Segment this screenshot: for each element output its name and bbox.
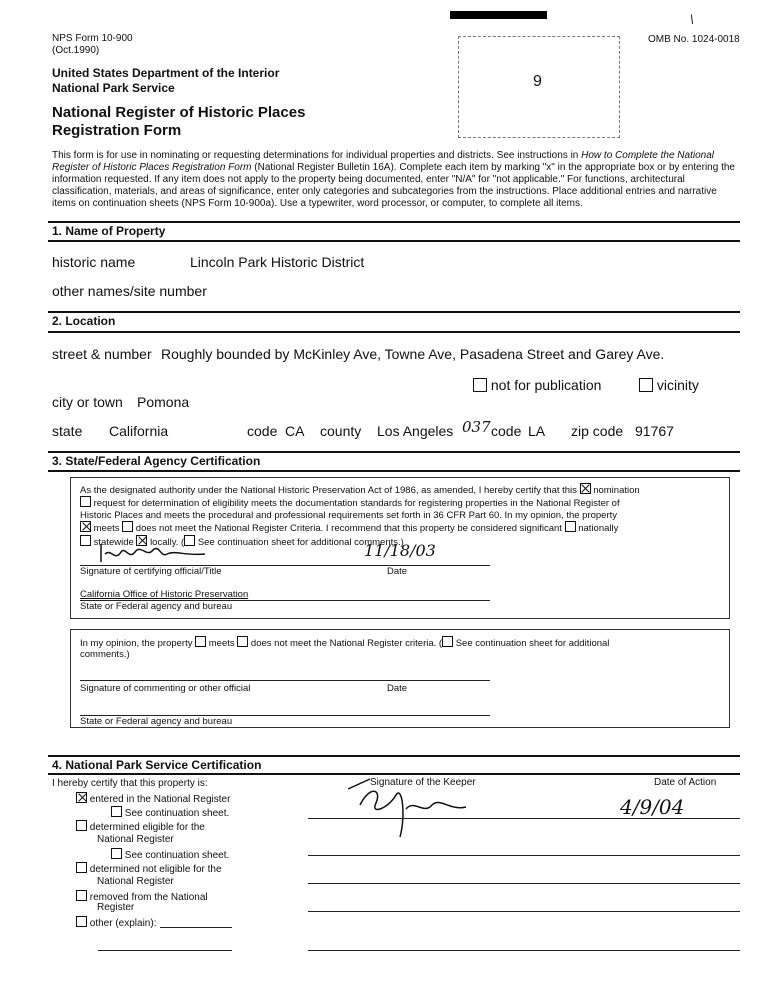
vicinity: vicinity bbox=[639, 377, 699, 393]
not-for-publication-checkbox[interactable] bbox=[473, 378, 487, 392]
title-line2: Registration Form bbox=[52, 122, 182, 139]
removed-line2: Register bbox=[97, 902, 135, 913]
not-meet-checkbox[interactable] bbox=[122, 521, 133, 532]
section1-rule-top bbox=[48, 221, 740, 223]
section2-rule-top bbox=[48, 311, 740, 313]
agency-line1: United States Department of the Interior bbox=[52, 66, 280, 80]
certification-date: 11/18/03 bbox=[364, 541, 436, 560]
state-code-value: CA bbox=[285, 423, 305, 439]
meets-checkbox[interactable] bbox=[80, 521, 91, 532]
street-label: street & number bbox=[52, 346, 152, 362]
zip-label: zip code bbox=[571, 423, 624, 439]
date-label: Date bbox=[387, 566, 408, 577]
opinion-continuation-checkbox[interactable] bbox=[442, 636, 453, 647]
form-number: NPS Form 10-900 bbox=[52, 33, 133, 44]
section1-heading: 1. Name of Property bbox=[52, 224, 166, 238]
see-cont1-row: See continuation sheet. bbox=[111, 806, 229, 819]
not-for-publication: not for publication bbox=[473, 377, 601, 393]
form-date: (Oct.1990) bbox=[52, 45, 100, 56]
not-eligible-row: determined not eligible for the bbox=[76, 862, 222, 875]
intro-paragraph: This form is for use in nominating or requesting determinations for individual properties and districts. See instructions in How to Complete the National Register of Historic Places Registration Form (National Register Bulletin 16A). Complete each item by marking "x" in the appropriate box or by entering the information requested. If any item does not apply to the property being documented, enter "N/A" for "not applicable." For functions, architectural classification, materials, and areas of significance, enter only categories and subcategories from the instructions. Place additional entries and narrative items on continuation sheets (NPS Form 10-900a). Use a typewriter, word processor, or computer, to complete all items. bbox=[52, 150, 735, 209]
redaction-bar bbox=[450, 11, 547, 19]
section1-rule-bottom bbox=[48, 240, 740, 242]
other-line2 bbox=[98, 950, 232, 951]
removed-checkbox[interactable] bbox=[76, 890, 87, 901]
keeper-line2 bbox=[308, 855, 740, 856]
determined-eligible-row: determined eligible for the bbox=[76, 820, 205, 833]
certify-label: I hereby certify that this property is: bbox=[52, 778, 208, 789]
keeper-line4 bbox=[308, 911, 740, 912]
opinion-meets-checkbox[interactable] bbox=[195, 636, 206, 647]
street-value: Roughly bounded by McKinley Ave, Towne Ave, Pasadena Street and Garey Ave. bbox=[161, 346, 665, 362]
commenting-date-label: Date bbox=[387, 683, 408, 694]
title-line1: National Register of Historic Places bbox=[52, 104, 306, 121]
other-line bbox=[160, 927, 232, 928]
agency2-label: State or Federal agency and bureau bbox=[80, 716, 233, 727]
sig-label: Signature of certifying official/Title bbox=[80, 566, 222, 577]
opinion-not-meet-checkbox[interactable] bbox=[237, 636, 248, 647]
section2-heading: 2. Location bbox=[52, 314, 116, 328]
section4-rule-top bbox=[48, 755, 740, 757]
commenting-label: Signature of commenting or other official bbox=[80, 683, 251, 694]
keeper-signature bbox=[340, 775, 490, 855]
opinion-text: In my opinion, the property meets does not meet the National Register criteria. ( See continuation sheet for additional comments.) bbox=[80, 638, 610, 661]
section2-rule-bottom bbox=[48, 331, 740, 333]
certification-text: As the designated authority under the National Historic Preservation Act of 1986, as amended, I hereby certify that this nomination request for determination of eligibility meets the documentation standards for registering properties in the National Register of Historic Places and meets the procedural and professional requirements set forth in 36 CFR Part 60. In my opinion, the property meets does not meet the National Register Criteria. I recommend that this property be considered significant nationally statewide locally. ( See continuation sheet for additional comments.) bbox=[80, 485, 640, 548]
other-row: other (explain): bbox=[76, 916, 156, 929]
date-action-label: Date of Action bbox=[654, 777, 717, 788]
state-value: California bbox=[109, 423, 169, 439]
stamp-number: 9 bbox=[533, 73, 542, 90]
omb-number: OMB No. 1024-0018 bbox=[648, 34, 740, 45]
request-checkbox[interactable] bbox=[80, 496, 91, 507]
nomination-checkbox[interactable] bbox=[580, 483, 591, 494]
zip-value: 91767 bbox=[635, 423, 674, 439]
not-eligible-line2: National Register bbox=[97, 876, 174, 887]
see-cont2-checkbox[interactable] bbox=[111, 848, 122, 859]
county-code-value: LA bbox=[528, 423, 546, 439]
section4-heading: 4. National Park Service Certification bbox=[52, 758, 262, 772]
keeper-line3 bbox=[308, 883, 740, 884]
keeper-label: Signature of the Keeper bbox=[370, 777, 476, 788]
county-code-handwritten: 037 bbox=[462, 418, 491, 436]
section3-rule-top bbox=[48, 451, 740, 453]
other-checkbox[interactable] bbox=[76, 916, 87, 927]
nationally-checkbox[interactable] bbox=[565, 521, 576, 532]
other-names-label: other names/site number bbox=[52, 283, 207, 299]
city-value: Pomona bbox=[137, 394, 190, 410]
agency-label: State or Federal agency and bureau bbox=[80, 601, 233, 612]
historic-name-label: historic name bbox=[52, 254, 136, 270]
state-code-label: code bbox=[247, 423, 278, 439]
agency-line2: National Park Service bbox=[52, 81, 175, 95]
county-code-label: code bbox=[491, 423, 522, 439]
county-value: Los Angeles bbox=[377, 423, 454, 439]
not-eligible-checkbox[interactable] bbox=[76, 862, 87, 873]
received-stamp bbox=[458, 36, 620, 138]
city-label: city or town bbox=[52, 394, 123, 410]
date-action-value: 4/9/04 bbox=[620, 795, 685, 819]
keeper-line1 bbox=[308, 818, 740, 819]
section3-heading: 3. State/Federal Agency Certification bbox=[52, 454, 261, 468]
state-label: state bbox=[52, 423, 83, 439]
certifying-signature bbox=[95, 540, 245, 566]
county-label: county bbox=[320, 423, 362, 439]
commenting-line bbox=[80, 680, 490, 681]
entered-checkbox[interactable] bbox=[76, 792, 87, 803]
historic-name-value: Lincoln Park Historic District bbox=[190, 254, 365, 270]
statewide-checkbox[interactable] bbox=[80, 535, 91, 546]
entered-row: entered in the National Register bbox=[76, 792, 230, 805]
see-cont1-checkbox[interactable] bbox=[111, 806, 122, 817]
determined-eligible-checkbox[interactable] bbox=[76, 820, 87, 831]
see-cont2-row: See continuation sheet. bbox=[111, 848, 229, 861]
agency-value: California Office of Historic Preservation bbox=[80, 589, 249, 600]
removed-row: removed from the National bbox=[76, 890, 208, 903]
determined-eligible-line2: National Register bbox=[97, 834, 174, 845]
corner-mark: \ bbox=[690, 12, 694, 27]
section3-rule-bottom bbox=[48, 470, 740, 472]
vicinity-checkbox[interactable] bbox=[639, 378, 653, 392]
keeper-line5 bbox=[308, 950, 740, 951]
